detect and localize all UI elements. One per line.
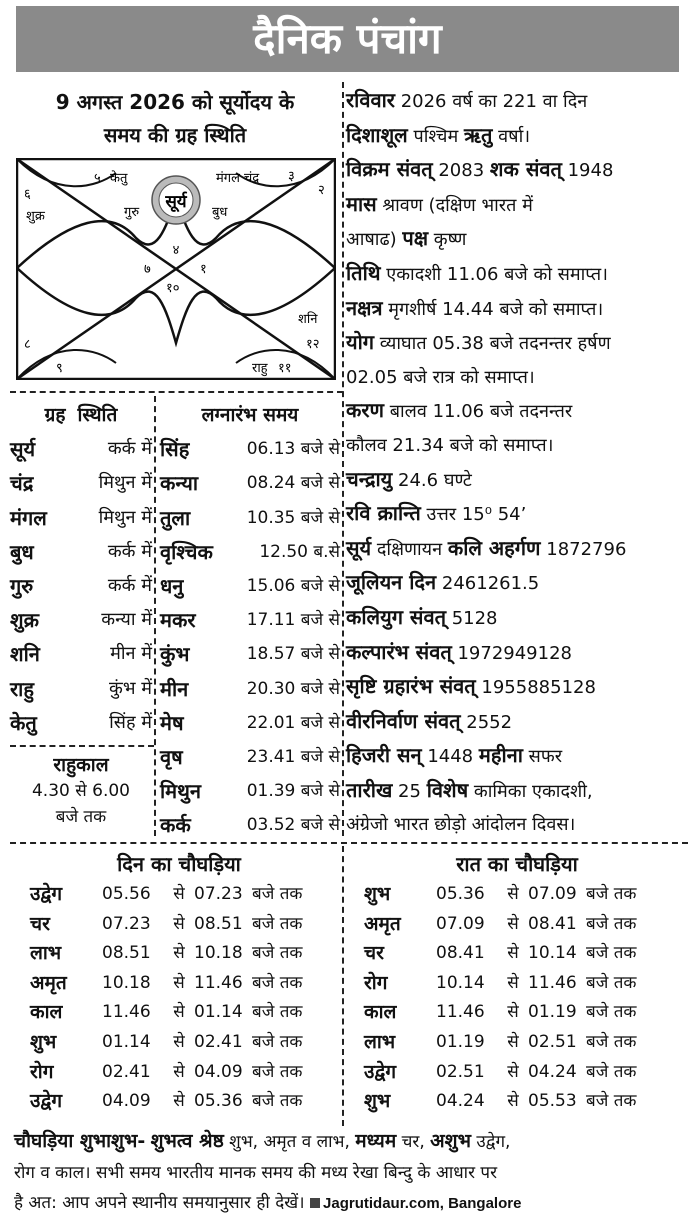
planet-shukra: शुक्र [26, 209, 45, 224]
choghadiya-from: 02.51 [436, 1061, 485, 1082]
planet-rahu: राहु [252, 361, 268, 376]
choghadiya-baje-tak: बजे तक [252, 1002, 303, 1023]
choghadiya-from: 05.36 [436, 884, 485, 904]
raat-choghadiya-table [364, 880, 636, 1117]
graha-rashi: मीन में [110, 643, 152, 665]
lagna-rashi: तुला [160, 505, 191, 530]
choghadiya-name: शुभ [364, 1090, 391, 1113]
grah-sthiti-table: ग्रह स्थिति सूर्य कर्क में चंद्र मिथुन में मंगल मिथुन में बुध कर्क में गुरु कर्क में शुक्र कन्या में शनि मीन में राहु कुंभ में केतु सिंह में [10, 398, 152, 740]
grah-row [10, 569, 152, 603]
lagna-table: लग्नारंभ समय सिंह 06.13 बजे से कन्या 08.24 बजे से तुला 10.35 बजे से वृश्चिक 12.50 ब.से धनु 15.06 बजे से मकर 17.11 बजे से कुंभ 18.57 बजे से मीन 20.30 बजे से मेष 22.01 बजे से वृष 23.41 बजे से मिथुन 01.39 बजे से कर्क 03.52 बजे से [160, 398, 340, 842]
lagna-rashi: सिंह [160, 437, 190, 462]
choghadiya-baje-tak: बजे तक [586, 972, 637, 993]
graha-rashi: सिंह में [109, 711, 152, 733]
choghadiya-from: 01.19 [436, 1031, 485, 1052]
lagna-time: 10.35 बजे से [246, 507, 340, 528]
choghadiya-from: 01.14 [102, 1031, 151, 1052]
house-9: ९ [56, 361, 63, 376]
house-8: ८ [24, 337, 31, 352]
choghadiya-row [364, 880, 636, 910]
choghadiya-baje-tak: बजे तक [586, 913, 637, 934]
choghadiya-from: 08.51 [102, 943, 151, 964]
lagna-time: 23.41 बजे से [246, 746, 340, 767]
planet-shani: शनि [298, 312, 318, 327]
divider-vertical-mid [154, 396, 156, 836]
lagna-time: 18.57 बजे से [246, 644, 340, 665]
choghadiya-row [30, 1087, 302, 1117]
graha-rashi: मिथुन में [98, 472, 152, 494]
choghadiya-name: काल [30, 1001, 63, 1024]
choghadiya-to: 11.46 [194, 972, 243, 993]
house-2: २ [318, 183, 325, 198]
lagna-rashi: कर्क [160, 813, 191, 838]
choghadiya-baje-tak: बजे तक [586, 943, 637, 964]
grah-row [10, 672, 152, 706]
graha-name: सूर्य [10, 437, 36, 462]
graha-name: राहु [10, 676, 34, 701]
grah-row [10, 706, 152, 740]
grah-row [10, 637, 152, 671]
choghadiya-to: 04.24 [528, 1061, 577, 1082]
choghadiya-se: से [173, 884, 185, 904]
choghadiya-baje-tak: बजे तक [252, 943, 303, 964]
choghadiya-to: 05.53 [528, 1091, 577, 1112]
choghadiya-from: 07.09 [436, 913, 485, 934]
lagna-time: 17.11 बजे से [246, 610, 340, 631]
graha-name: गुरु [10, 573, 34, 598]
choghadiya-to: 07.09 [528, 884, 577, 904]
choghadiya-from: 08.41 [436, 943, 485, 964]
graha-name: मंगल [10, 505, 47, 530]
choghadiya-row [364, 1058, 636, 1088]
lagna-rashi: वृष [160, 744, 183, 769]
choghadiya-baje-tak: बजे तक [252, 1091, 303, 1112]
kundali-title: 9 अगस्त 2026 को सूर्योदय के समय की ग्रह स्थिति [55, 90, 295, 147]
house-3: ३ [288, 169, 295, 184]
house-5: ५ [94, 171, 101, 186]
choghadiya-se: से [173, 1031, 185, 1052]
choghadiya-to: 08.41 [528, 913, 577, 934]
graha-rashi: कन्या में [101, 609, 152, 631]
graha-name: चंद्र [10, 471, 34, 496]
lagna-row [160, 432, 340, 466]
choghadiya-se: से [173, 913, 185, 934]
choghadiya-baje-tak: बजे तक [252, 972, 303, 993]
lagna-time: 06.13 बजे से [246, 439, 340, 460]
grah-row [10, 535, 152, 569]
graha-rashi: कर्क में [107, 574, 152, 596]
lagna-time: 03.52 बजे से [246, 815, 340, 836]
planet-ketu: केतु [110, 171, 128, 186]
choghadiya-to: 02.41 [194, 1031, 243, 1052]
choghadiya-to: 10.14 [528, 943, 577, 964]
page-title: दैनिक पंचांग [16, 6, 679, 72]
choghadiya-row [30, 1058, 302, 1088]
choghadiya-se: से [173, 1002, 185, 1023]
graha-name: शुक्र [10, 608, 39, 633]
choghadiya-se: से [507, 1061, 519, 1082]
choghadiya-from: 02.41 [102, 1061, 151, 1082]
house-7: ७ [144, 262, 151, 277]
choghadiya-baje-tak: बजे तक [586, 1002, 637, 1023]
choghadiya-row [364, 939, 636, 969]
choghadiya-se: से [507, 884, 519, 904]
choghadiya-se: से [507, 1031, 519, 1052]
choghadiya-name: रोग [30, 1060, 54, 1083]
graha-rashi: कर्क में [107, 438, 152, 460]
lagna-rashi: धनु [160, 573, 184, 598]
choghadiya-to: 07.23 [194, 884, 243, 904]
divider-vertical-bottom [342, 846, 344, 1126]
choghadiya-se: से [173, 1061, 185, 1082]
choghadiya-name: चर [30, 912, 50, 935]
choghadiya-to: 10.18 [194, 943, 243, 964]
choghadiya-baje-tak: बजे तक [252, 1031, 303, 1052]
choghadiya-baje-tak: बजे तक [586, 1061, 637, 1082]
choghadiya-baje-tak: बजे तक [586, 884, 637, 904]
graha-name: केतु [10, 710, 37, 735]
house-11: ११ [278, 361, 292, 376]
planet-guru: गुरु [124, 205, 140, 220]
choghadiya-from: 04.24 [436, 1091, 485, 1112]
choghadiya-name: लाभ [364, 1030, 396, 1053]
choghadiya-name: अमृत [364, 912, 401, 935]
choghadiya-row [30, 998, 302, 1028]
choghadiya-to: 02.51 [528, 1031, 577, 1052]
lagna-row [160, 569, 340, 603]
choghadiya-row [30, 910, 302, 940]
choghadiya-se: से [507, 1002, 519, 1023]
choghadiya-from: 04.09 [102, 1091, 151, 1112]
lagna-time: 01.39 बजे से [246, 781, 340, 802]
choghadiya-se: से [173, 943, 185, 964]
lagna-rashi: मीन [160, 676, 189, 701]
lagna-time: 15.06 बजे से [246, 575, 340, 596]
lagna-row [160, 501, 340, 535]
graha-name: बुध [10, 539, 34, 564]
choghadiya-se: से [507, 943, 519, 964]
choghadiya-row [364, 910, 636, 940]
choghadiya-name: शुभ [364, 883, 391, 905]
lagna-row [160, 535, 340, 569]
choghadiya-row [30, 939, 302, 969]
choghadiya-name: उद्वेग [30, 1090, 63, 1113]
choghadiya-row [30, 880, 302, 910]
house-6: ६ [24, 187, 31, 202]
panchang-details: रविवार 2026 वर्ष का 221 वा दिन दिशाशूल पश्चिम ऋतु वर्षा। विक्रम संवत् 2083 शक संवत् 1948 मास श्रावण (दक्षिण भारत में आषाढ) पक्ष कृष्ण तिथि एकादशी 11.06 बजे को समाप्त। नक्षत्र मृगशीर्ष 14.44 बजे को समाप्त। योग व्याघात 05.38 बजे तदनन्तर हर्षण 02.05 बजे रात्र को समाप्त। करण बालव 11.06 बजे तदनन्तर कौलव 21.34 बजे को समाप्त। चन्द्रायु 24.6 घण्टे रवि क्रान्ति उत्तर 15⁰ 54’ सूर्य दक्षिणायन कलि अहर्गण 1872796 जूलियन दिन 2461261.5 कलियुग संवत् 5128 कल्पारंभ संवत् 1972949128 सृष्टि ग्रहारंभ संवत् 1955885128 वीरनिर्वाण संवत् 2552 हिजरी सन् 1448 महीना सफर तारीख 25 विशेष कामिका एकादशी, अंग्रेजो भारत छोड़ो आंदोलन दिवस। [346, 88, 627, 836]
graha-rashi: कर्क में [107, 540, 152, 562]
graha-rashi: कुंभ में [109, 677, 152, 699]
choghadiya-baje-tak: बजे तक [586, 1031, 637, 1052]
lagna-row [160, 603, 340, 637]
grah-row [10, 603, 152, 637]
choghadiya-row [364, 998, 636, 1028]
lagna-time: 20.30 बजे से [246, 678, 340, 699]
lagna-row [160, 706, 340, 740]
house-4: ४ [172, 243, 180, 258]
lagna-rashi: मिथुन [160, 779, 202, 804]
divider-horizontal-3 [10, 842, 688, 844]
choghadiya-from: 05.56 [102, 884, 151, 904]
divider-vertical-top [342, 82, 344, 836]
grah-row [10, 501, 152, 535]
choghadiya-from: 11.46 [436, 1002, 485, 1023]
choghadiya-baje-tak: बजे तक [252, 884, 303, 904]
grah-row [10, 466, 152, 500]
lagna-row [160, 672, 340, 706]
house-1: १ [200, 262, 207, 277]
lagna-row [160, 774, 340, 808]
lagna-row [160, 740, 340, 774]
choghadiya-to: 11.46 [528, 972, 577, 993]
lagna-rashi: कन्या [160, 471, 199, 496]
choghadiya-to: 01.14 [194, 1002, 243, 1023]
choghadiya-to: 08.51 [194, 913, 243, 934]
choghadiya-row [30, 1028, 302, 1058]
lagna-rashi: मेष [160, 710, 184, 735]
lagna-time: 22.01 बजे से [246, 712, 340, 733]
lagna-row [160, 466, 340, 500]
graha-rashi: मिथुन में [98, 506, 152, 528]
planet-mangal-chandra: मंगल चंद्र [216, 171, 260, 186]
choghadiya-name: लाभ [30, 942, 62, 965]
divider-horizontal-1 [10, 391, 343, 393]
raat-choghadiya-title: रात का चौघड़िया [456, 852, 578, 876]
choghadiya-row [364, 969, 636, 999]
choghadiya-se: से [507, 972, 519, 993]
choghadiya-from: 07.23 [102, 913, 151, 934]
din-choghadiya-title: दिन का चौघड़िया [117, 852, 241, 876]
choghadiya-from: 10.18 [102, 972, 151, 993]
choghadiya-from: 11.46 [102, 1002, 151, 1023]
lagna-time: 08.24 बजे से [246, 473, 340, 494]
choghadiya-name: रोग [364, 971, 388, 994]
house-12: १२ [306, 337, 320, 352]
choghadiya-name: चर [364, 942, 384, 965]
rahukaal-box: राहुकाल 4.30 से 6.00 बजे तक [31, 754, 130, 827]
planet-budh: बुध [212, 205, 228, 220]
choghadiya-baje-tak: बजे तक [586, 1091, 637, 1112]
lagna-rashi: मकर [160, 608, 196, 633]
choghadiya-row [30, 969, 302, 999]
choghadiya-row [364, 1028, 636, 1058]
house-10: १० [166, 281, 180, 296]
source-credit: Jagrutidaur.com, Bangalore [323, 1195, 522, 1212]
footer-note: चौघड़िया शुभाशुभ- शुभत्व श्रेष्ठ शुभ, अमृत व लाभ, मध्यम चर, अशुभ उद्वेग, रोग व काल। सभी समय भारतीय मानक समय की मध्य रेखा बिन्दु के आधार पर है अत: आप अपने स्थानीय समयानुसार ही देखें। Jagrutidaur.com, Bangalore [14, 1130, 522, 1213]
lagna-row [160, 637, 340, 671]
choghadiya-name: काल [364, 1001, 397, 1024]
choghadiya-se: से [173, 972, 185, 993]
kundali-chart [16, 158, 336, 380]
lagna-rashi: वृश्चिक [160, 539, 213, 564]
choghadiya-se: से [173, 1091, 185, 1112]
choghadiya-to: 05.36 [194, 1091, 243, 1112]
square-bullet-icon [310, 1198, 320, 1208]
lagna-rashi: कुंभ [160, 642, 190, 667]
choghadiya-baje-tak: बजे तक [252, 1061, 303, 1082]
grah-row [10, 432, 152, 466]
choghadiya-name: शुभ [30, 1030, 57, 1053]
graha-name: शनि [10, 642, 40, 667]
choghadiya-to: 04.09 [194, 1061, 243, 1082]
choghadiya-name: उद्वेग [364, 1060, 397, 1083]
choghadiya-to: 01.19 [528, 1002, 577, 1023]
choghadiya-row [364, 1087, 636, 1117]
choghadiya-name: उद्वेग [30, 883, 63, 905]
choghadiya-se: से [507, 913, 519, 934]
choghadiya-name: अमृत [30, 971, 67, 994]
divider-horizontal-2 [10, 745, 154, 747]
lagna-row [160, 808, 340, 842]
choghadiya-se: से [507, 1091, 519, 1112]
choghadiya-from: 10.14 [436, 972, 485, 993]
choghadiya-baje-tak: बजे तक [252, 913, 303, 934]
lagna-time: 12.50 ब.से [259, 541, 340, 562]
sun-label: सूर्य [165, 192, 187, 212]
din-choghadiya-table [30, 880, 302, 1117]
